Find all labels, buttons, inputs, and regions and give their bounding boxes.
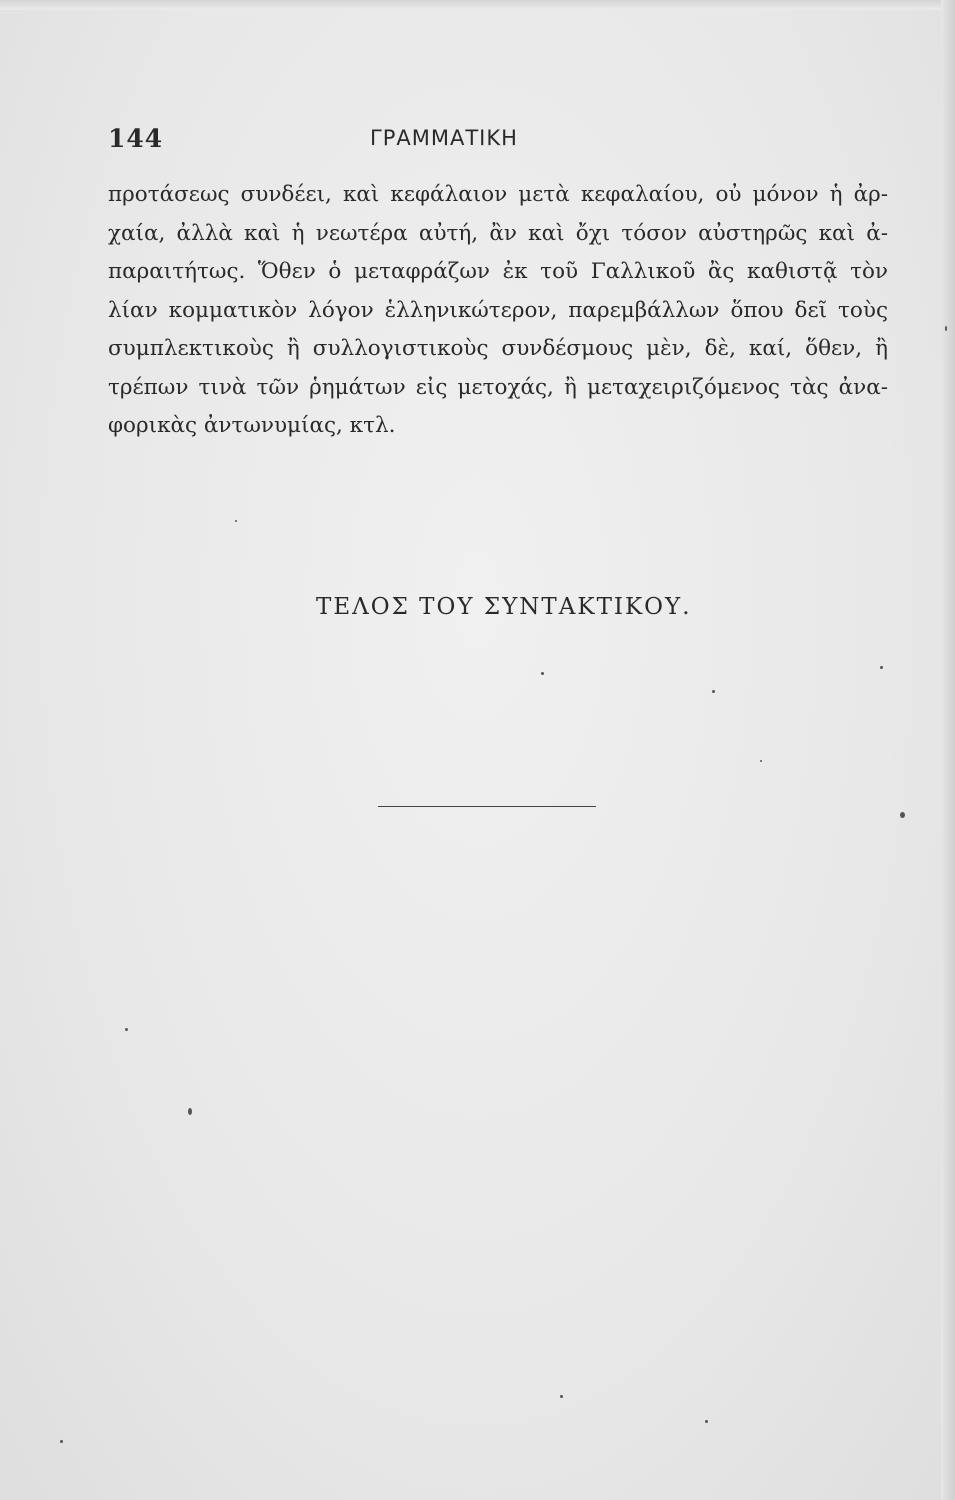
text-line: προτάσεως συνδέει, καὶ κεφάλαιον μετὰ κεφαλαίου, οὐ μόνον ἡ ἀρ- xyxy=(108,182,888,207)
page-number: 144 xyxy=(108,124,164,153)
scan-speck xyxy=(541,672,544,675)
scan-speck xyxy=(880,666,883,669)
text-line: λίαν κομματικὸν λόγον ἑλληνικώτερον, παρεμβάλλων ὅπου δεῖ τοὺς xyxy=(108,297,888,323)
body-paragraph xyxy=(108,176,888,446)
end-of-section-title: ΤΕΛΟΣ ΤΟΥ ΣΥΝΤΑΚΤΙΚΟΥ. xyxy=(316,594,692,620)
text-line: τρέπων τινὰ τῶν ῥημάτων εἰς μετοχάς, ἢ μεταχειριζόμενος τὰς ἀνα- xyxy=(108,374,888,400)
text-line: συμπλεκτικοὺς ἢ συλλογιστικοὺς συνδέσμους μὲν, δὲ, καί, ὅθεν, ἢ xyxy=(108,336,888,361)
page-right-edge xyxy=(941,0,955,1500)
scan-speck xyxy=(235,520,237,522)
scan-speck xyxy=(900,812,905,818)
scan-speck xyxy=(712,690,715,693)
text-line: φορικὰς ἀντωνυμίας, κτλ. xyxy=(108,413,396,438)
scan-speck xyxy=(125,1028,128,1031)
scan-speck xyxy=(945,326,947,331)
text-line: χαία, ἀλλὰ καὶ ἡ νεωτέρα αὐτή, ἂν καὶ ὄχι τόσον αὐστηρῶς καὶ ἀ- xyxy=(108,220,888,246)
page-top-shadow xyxy=(0,0,955,10)
text-line: παραιτήτως. Ὅθεν ὁ μεταφράζων ἐκ τοῦ Γαλλικοῦ ἂς καθιστᾷ τὸν xyxy=(108,259,888,284)
horizontal-rule xyxy=(378,806,596,807)
running-title: ΓΡΑΜΜΑΤΙΚΗ xyxy=(370,126,518,150)
scan-speck xyxy=(60,1440,63,1443)
scan-speck xyxy=(760,760,762,762)
scan-speck xyxy=(705,1420,708,1423)
scan-speck xyxy=(560,1395,563,1398)
scan-speck xyxy=(188,1108,192,1115)
